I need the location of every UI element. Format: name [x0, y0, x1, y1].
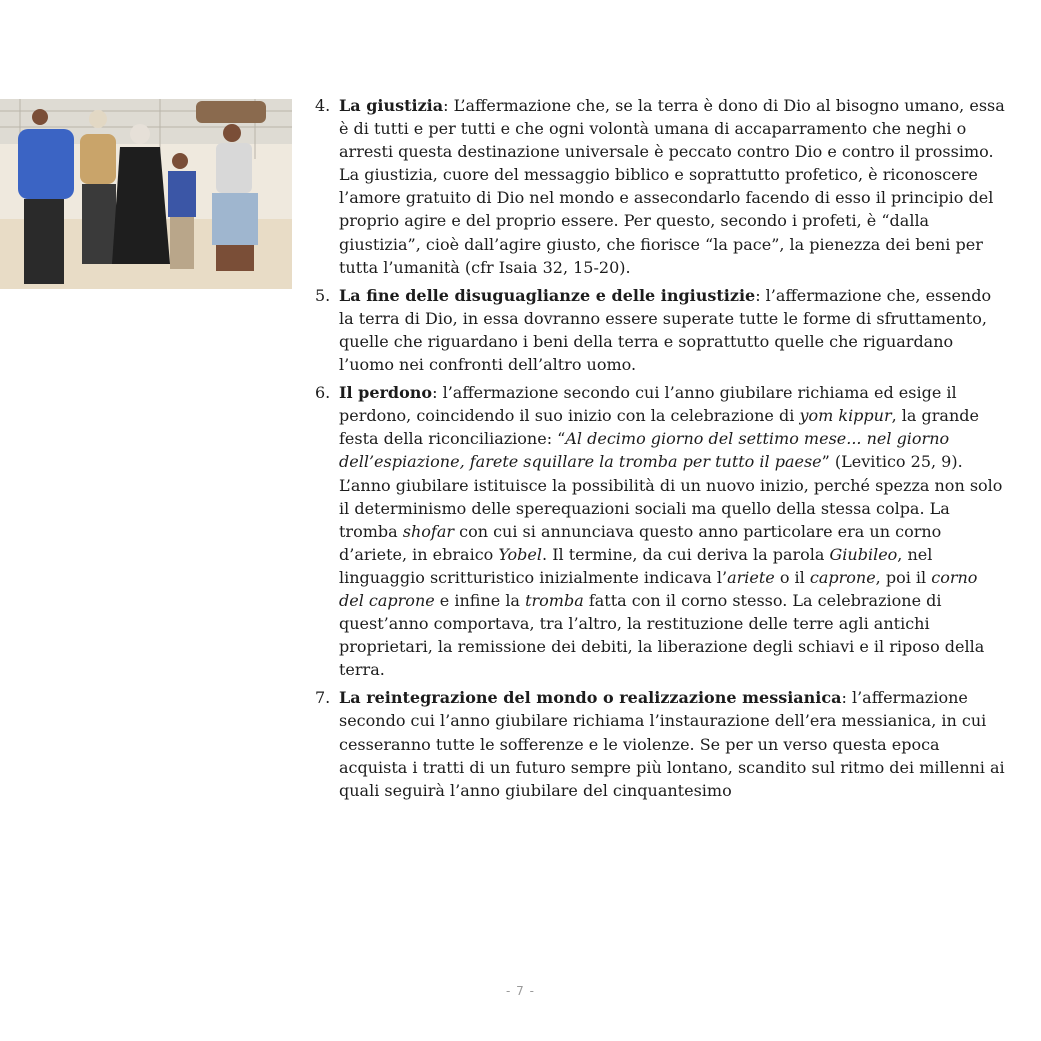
list-item [315, 686, 1005, 801]
body-text: o il [774, 567, 810, 587]
list-item [315, 381, 1005, 681]
italic-text: Yobel [498, 544, 543, 564]
italic-text: yom kippur [799, 406, 892, 426]
italic-text: shofar [402, 521, 455, 541]
item-number: 5. [315, 285, 331, 305]
item-number: 7. [315, 688, 331, 708]
item-number: 6. [315, 383, 331, 403]
italic-text: ariete [727, 567, 775, 587]
body-text: : L’affermazione che, se la terra è dono di Dio al bisogno umano, essa è di tutti e per tutti e che ogni volontà umana di accaparramento che neghi o arresti questa destinazione universale è peccato contro Dio e contro il prossimo. La giustizia, cuore del messaggio biblico e soprattutto profetico, è riconoscere l’amore gratuito di Dio nel mondo e assecondarlo facendo di esso il principio del proprio agire e del proprio essere. Per questo, secondo i profeti, è “dalla giustizia”, cioè dall’agire giusto, che fiorisce “la pace”, la pienezza dei beni per tutta l’umanità (cfr Isaia 32, 15-20). [339, 96, 1005, 277]
body-text: : l’affermazione che, essendo la terra di Dio, in essa dovranno essere superate tutte le forme di sfruttamento, quelle che riguardano i beni della terra e soprattutto quelle che riguardano l’uomo nei confronti dell’altro uomo. [339, 285, 992, 375]
item-title: La fine delle disuguaglianze e delle ingiustizie [339, 285, 756, 305]
numbered-list [315, 94, 1005, 807]
body-text: fatta con il corno stesso. La celebrazione di quest’anno comportava, tra l’altro, la restituzione delle terre agli antichi proprietari, la remissione dei debiti, la liberazione degli schiavi e il riposo della terra. [339, 590, 985, 680]
body-text: , la grande festa della riconciliazione: “ [339, 406, 979, 449]
item-number: 4. [315, 96, 331, 115]
refugees-photo [0, 99, 292, 289]
body-text: , poi il [875, 567, 932, 587]
italic-text: caprone [809, 567, 876, 587]
page-number: - 7 - [506, 984, 535, 998]
italic-text: Giubileo [829, 544, 898, 564]
body-text: : l’affermazione secondo cui l’anno giubilare richiama l’instaurazione dell’era messianica, in cui cesseranno tutte le sofferenze e le violenze. Se per un verso questa epoca acquista i tratti di un futuro sempre più lontano, scandito sul ritmo dei millenni ai quali seguirà l’anno giubilare del cinquantesimo [339, 688, 1005, 800]
italic-text: Al decimo giorno del settimo mese... nel giorno dell’espiazione, farete squillare la tromba per tutto il paese [339, 429, 950, 472]
body-text: , nel linguaggio scritturistico inizialmente indicava l’ [339, 544, 933, 587]
body-text: : l’affermazione secondo cui l’anno giubilare richiama ed esige il perdono, coincidendo il suo inizio con la celebrazione di [339, 383, 957, 426]
body-text: e infine la [434, 590, 526, 610]
list-item [315, 94, 1005, 279]
italic-text: corno del caprone [339, 567, 978, 610]
item-title: La giustizia [339, 96, 444, 115]
list-item [315, 284, 1005, 376]
body-text: con cui si annunciava questo anno particolare era un corno d’ariete, in ebraico [339, 521, 942, 564]
item-title: La reintegrazione del mondo o realizzazione messianica [339, 688, 842, 708]
italic-text: tromba [525, 590, 584, 610]
body-text: ” (Levitico 25, 9). L’anno giubilare istituisce la possibilità di un nuovo inizio, perché spezza non solo il determinismo delle sperequazioni sociali ma quello della stessa colpa. La tromba [339, 452, 1003, 541]
item-title: Il perdono [339, 383, 433, 403]
body-text: . Il termine, da cui deriva la parola [542, 544, 830, 564]
